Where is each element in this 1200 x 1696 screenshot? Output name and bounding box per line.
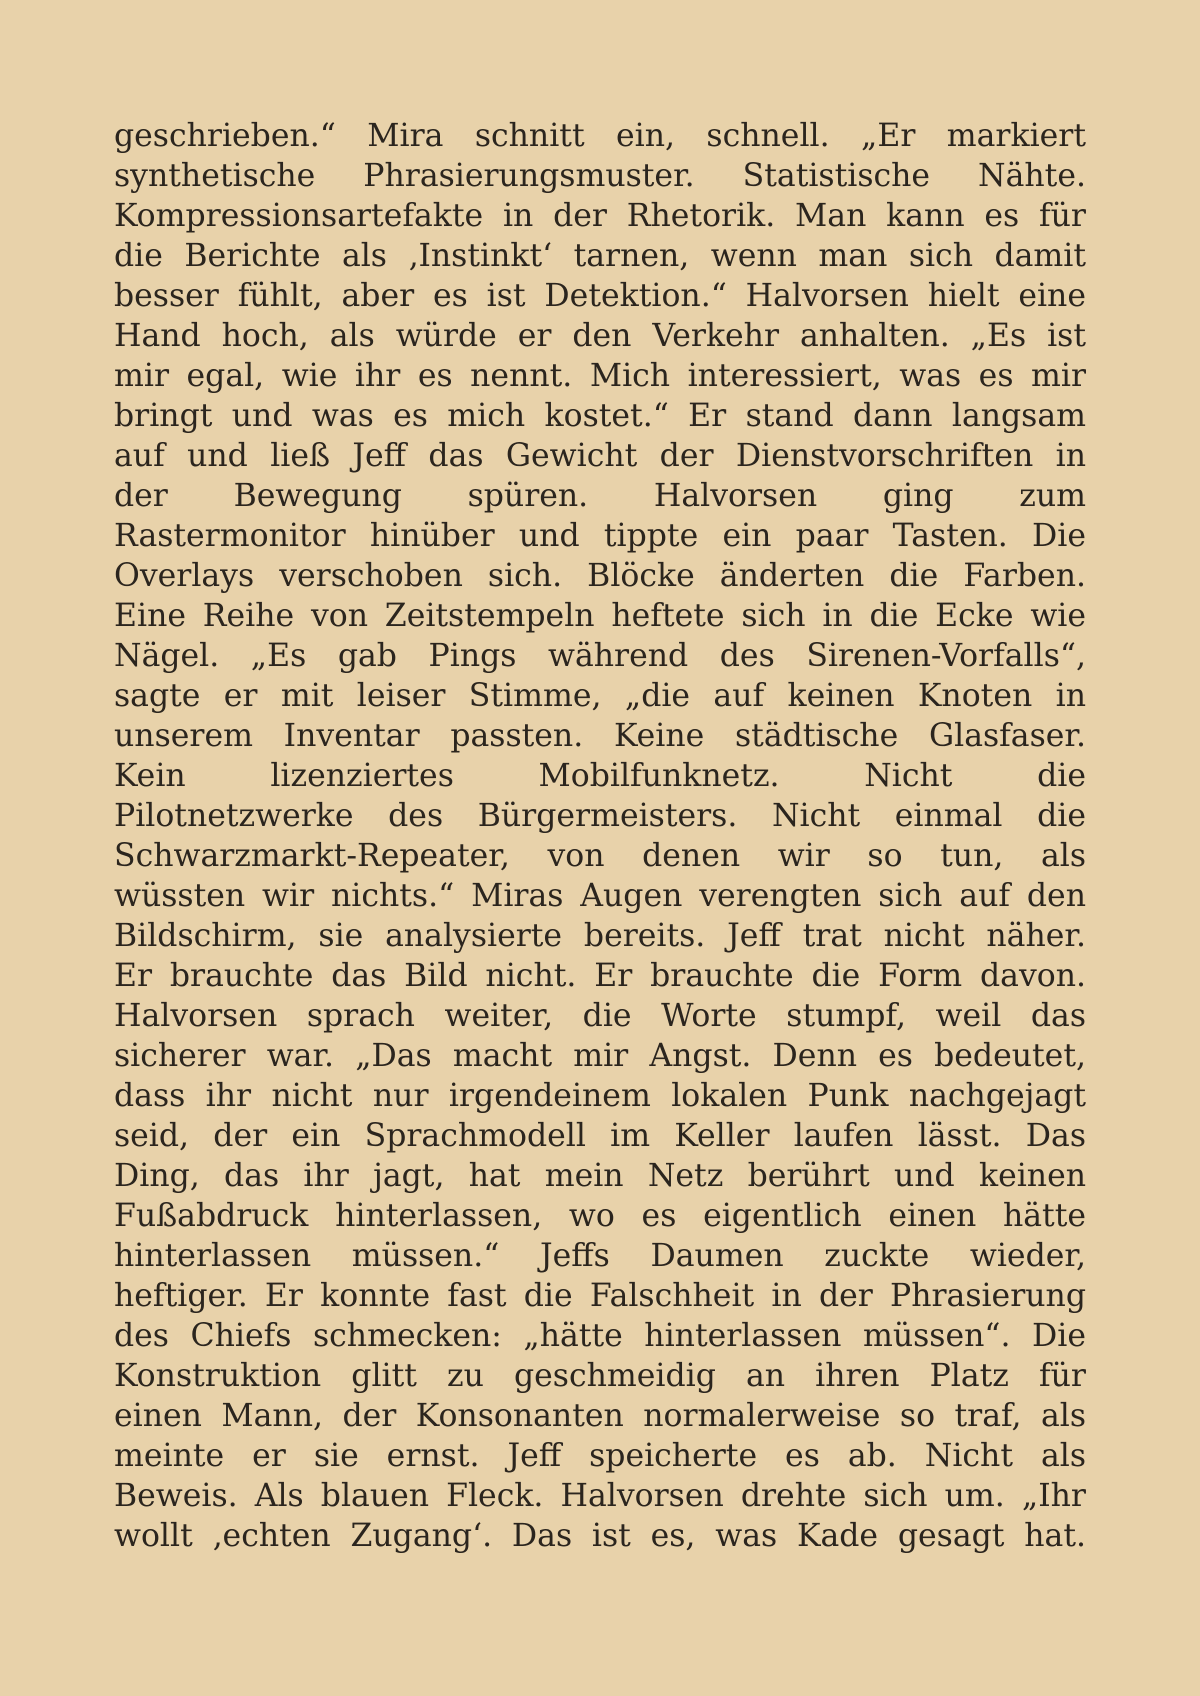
text-line: seid, der ein Sprachmodell im Keller laufen lässt. Das <box>114 1118 1086 1154</box>
text-line: die Berichte als ‚Instinkt‘ tarnen, wenn man sich damit <box>114 238 1086 274</box>
text-line: Kein lizenziertes Mobilfunknetz. Nicht die <box>114 758 1086 794</box>
text-line: sicherer war. „Das macht mir Angst. Denn es bedeutet, <box>114 1038 1086 1074</box>
text-line: besser fühlt, aber es ist Detektion.“ Halvorsen hielt eine <box>114 278 1086 314</box>
text-line: unserem Inventar passten. Keine städtische Glasfaser. <box>114 718 1086 754</box>
text-line: heftiger. Er konnte fast die Falschheit in der Phrasierung <box>114 1278 1086 1314</box>
text-line: Rastermonitor hinüber und tippte ein paar Tasten. Die <box>114 518 1086 554</box>
text-line: sagte er mit leiser Stimme, „die auf keinen Knoten in <box>114 678 1086 714</box>
text-line: Beweis. Als blauen Fleck. Halvorsen drehte sich um. „Ihr <box>114 1478 1086 1514</box>
text-line: des Chiefs schmecken: „hätte hinterlassen müssen“. Die <box>114 1318 1086 1354</box>
text-line: wollt ‚echten Zugang‘. Das ist es, was Kade gesagt hat. <box>114 1518 1086 1554</box>
body-text <box>114 116 1086 1556</box>
text-line: meinte er sie ernst. Jeff speicherte es ab. Nicht als <box>114 1438 1086 1474</box>
text-line: Konstruktion glitt zu geschmeidig an ihren Platz für <box>114 1358 1086 1394</box>
text-line: hinterlassen müssen.“ Jeffs Daumen zuckte wieder, <box>114 1238 1086 1274</box>
text-line: Ding, das ihr jagt, hat mein Netz berührt und keinen <box>114 1158 1086 1194</box>
text-line: Nägel. „Es gab Pings während des Sirenen-Vorfalls“, <box>114 638 1086 674</box>
text-line: Pilotnetzwerke des Bürgermeisters. Nicht einmal die <box>114 798 1086 834</box>
text-line: Kompressionsartefakte in der Rhetorik. Man kann es für <box>114 198 1086 234</box>
text-line: bringt und was es mich kostet.“ Er stand dann langsam <box>114 398 1086 434</box>
text-line: auf und ließ Jeff das Gewicht der Dienstvorschriften in <box>114 438 1086 474</box>
text-line: Bildschirm, sie analysierte bereits. Jeff trat nicht näher. <box>114 918 1086 954</box>
text-line: Overlays verschoben sich. Blöcke änderten die Farben. <box>114 558 1086 594</box>
text-line: Eine Reihe von Zeitstempeln heftete sich in die Ecke wie <box>114 598 1086 634</box>
text-line: dass ihr nicht nur irgendeinem lokalen Punk nachgejagt <box>114 1078 1086 1114</box>
text-line: geschrieben.“ Mira schnitt ein, schnell. „Er markiert <box>114 118 1086 154</box>
text-line: einen Mann, der Konsonanten normalerweise so traf, als <box>114 1398 1086 1434</box>
text-line: synthetische Phrasierungsmuster. Statistische Nähte. <box>114 158 1086 194</box>
text-line: Fußabdruck hinterlassen, wo es eigentlich einen hätte <box>114 1198 1086 1234</box>
text-line: Schwarzmarkt-Repeater, von denen wir so tun, als <box>114 838 1086 874</box>
text-line: wüssten wir nichts.“ Miras Augen verengten sich auf den <box>114 878 1086 914</box>
text-line: mir egal, wie ihr es nennt. Mich interessiert, was es mir <box>114 358 1086 394</box>
text-line: Er brauchte das Bild nicht. Er brauchte die Form davon. <box>114 958 1086 994</box>
text-line: Halvorsen sprach weiter, die Worte stumpf, weil das <box>114 998 1086 1034</box>
text-line: der Bewegung spüren. Halvorsen ging zum <box>114 478 1086 514</box>
text-line: Hand hoch, als würde er den Verkehr anhalten. „Es ist <box>114 318 1086 354</box>
